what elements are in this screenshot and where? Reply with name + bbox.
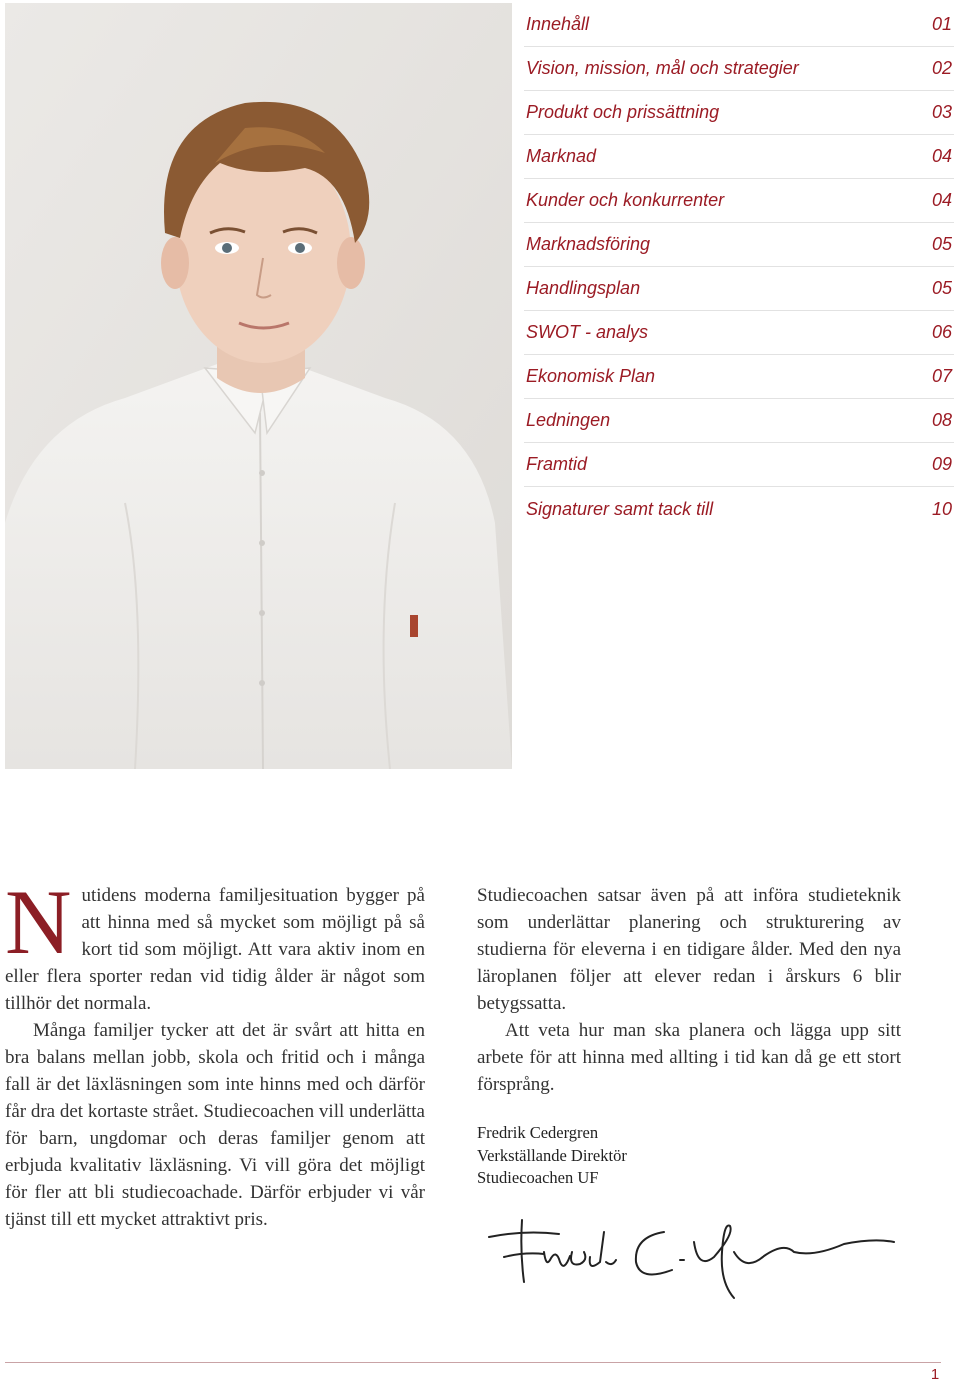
toc-item-page: 03 bbox=[931, 102, 952, 122]
toc-item[interactable] bbox=[524, 47, 954, 91]
toc-item-label: Handlingsplan bbox=[526, 278, 641, 298]
toc-item[interactable] bbox=[524, 91, 954, 135]
toc-item-label: SWOT - analys bbox=[526, 322, 649, 342]
toc-item-page: 04 bbox=[931, 190, 952, 210]
footer-divider bbox=[5, 1362, 941, 1363]
table-of-contents bbox=[524, 3, 954, 531]
article-column-left bbox=[5, 871, 425, 1233]
toc-item-page: 07 bbox=[931, 366, 952, 386]
portrait-illustration bbox=[5, 3, 512, 769]
toc-item-page: 02 bbox=[931, 58, 952, 78]
toc-title-row[interactable] bbox=[524, 3, 954, 47]
toc-item-page: 04 bbox=[931, 146, 952, 166]
article-column-right bbox=[477, 882, 901, 1098]
page-number: 1 bbox=[930, 1366, 940, 1383]
toc-item[interactable] bbox=[524, 311, 954, 355]
toc-item[interactable] bbox=[524, 443, 954, 487]
toc-item[interactable] bbox=[524, 355, 954, 399]
intro-text: utidens moderna familjesituation bygger på att hinna med så mycket som möjligt på så kort tid som möjligt. Att vara aktiv inom en eller flera sporter redan vid tidig ålder är något som tillhör det normala. bbox=[5, 885, 425, 1014]
toc-item-label: Kunder och konkurrenter bbox=[526, 190, 725, 210]
toc-item-page: 05 bbox=[931, 278, 952, 298]
toc-item-label: Vision, mission, mål och strategier bbox=[526, 58, 799, 78]
portrait-photo bbox=[5, 3, 512, 769]
body-paragraph: Att veta hur man ska planera och lägga upp sitt arbete för att hinna med allting i tid kan då ge ett stort försprång. bbox=[477, 1020, 901, 1095]
toc-item[interactable] bbox=[524, 267, 954, 311]
toc-item-page: 08 bbox=[931, 410, 952, 430]
toc-title: Innehåll bbox=[526, 14, 590, 34]
dropcap: N bbox=[5, 871, 72, 973]
signer-name: Fredrik Cedergren bbox=[477, 1123, 599, 1142]
intro-paragraph bbox=[5, 871, 425, 1017]
toc-item-label: Ekonomisk Plan bbox=[526, 366, 656, 386]
toc-item-label: Signaturer samt tack till bbox=[526, 498, 714, 519]
toc-item-label: Produkt och prissättning bbox=[526, 102, 720, 122]
toc-item-label: Marknadsföring bbox=[526, 234, 651, 254]
toc-item[interactable] bbox=[524, 223, 954, 267]
toc-item[interactable] bbox=[524, 179, 954, 223]
body-paragraph: Många familjer tycker att det är svårt att hitta en bra balans mellan jobb, skola och fritid och i många fall är det läxläsningen som inte hinns med och därför får dra det kortaste strået. Studiecoachen vill underlätta för barn, ungdomar och deras familjer genom att erbjuda kvalitativ läxläsning. Vi vill göra det möjligt för fler att bli studiecoachade. Därför erbjuder vi vår tjänst till ett mycket attraktivt pris. bbox=[5, 1020, 425, 1230]
toc-item-page: 10 bbox=[931, 498, 952, 519]
toc-item[interactable] bbox=[524, 399, 954, 443]
signer-company: Studiecoachen UF bbox=[477, 1168, 599, 1187]
toc-item-label: Framtid bbox=[526, 454, 588, 474]
toc-item-page: 05 bbox=[931, 234, 952, 254]
handwritten-signature bbox=[484, 1212, 904, 1302]
toc-item-page: 06 bbox=[931, 322, 952, 342]
toc-item[interactable] bbox=[524, 487, 954, 531]
signature-block bbox=[477, 1122, 777, 1190]
toc-item-page: 09 bbox=[931, 454, 952, 474]
toc-item-label: Ledningen bbox=[526, 410, 611, 430]
signer-role: Verkställande Direktör bbox=[477, 1145, 627, 1165]
body-paragraph: Studiecoachen satsar även på att införa studieteknik som underlättar planering och strukturering av studierna för eleverna i en tidigare ålder. Med den nya läroplanen följer att elever redan i årskurs 6 blir betygssatta. bbox=[477, 885, 901, 1014]
toc-item-label: Marknad bbox=[526, 146, 597, 166]
toc-title-page: 01 bbox=[931, 14, 952, 34]
toc-item[interactable] bbox=[524, 135, 954, 179]
